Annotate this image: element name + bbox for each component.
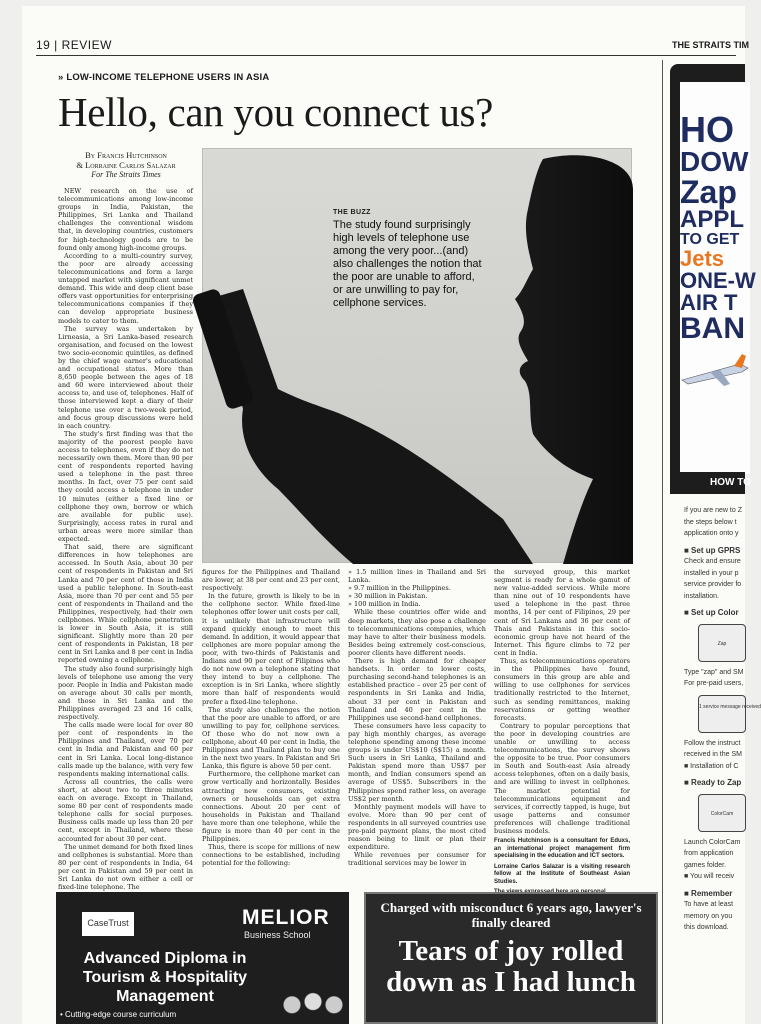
advert-line: DOW <box>680 146 749 177</box>
advert-headline: Tears of joy rolled down as I had lunch <box>386 935 636 998</box>
instruction-text: from application <box>684 850 734 857</box>
instruction-text: For pre-paid users, <box>684 680 744 687</box>
sidebar-advert[interactable] <box>670 64 756 484</box>
advert-line: HO <box>680 109 734 150</box>
paragraph: The study's first finding was that the majority of the poorest people have access to telephones, even if they do not necessarily own them. More than 90 per cent of respondents reported having used a telephone in the past three months. In fact, over 75 per cent said they could access a telephone in under 10 minutes (either a fixed line or cellphone they own, borrow or which are available for public use). Surprisingly, access rates in rural and urban areas were more similar than expected. <box>58 429 193 544</box>
instruction-text: Follow the instruct <box>684 739 741 747</box>
bullet-item: » 9.7 million in the Philippines. <box>348 584 451 593</box>
instruction-text: Type "zap" and SM <box>684 668 744 676</box>
how-to-bar: HOW TO <box>670 472 745 494</box>
author-bio-2: Lorraine Carlos Salazar is a visiting research fellow at the Institute of Southeast Asian Studies. <box>494 863 630 885</box>
instruction-text: this download. <box>684 924 729 931</box>
instruction-text: ■ Installation of C <box>684 762 739 770</box>
instruction-text: service provider fo <box>684 581 742 588</box>
curriculum-bullet: • Cutting-edge course curriculum <box>60 1010 177 1019</box>
paragraph: Furthermore, the cellphone market can grow vertically and horizontally. Besides attracting new consumers, existing owners or households can get extra connections. About 20 per cent of households in Pakistan and Thailand have more than one telephone, while the figure is more than 40 per cent in the Philippines. <box>202 770 340 844</box>
instruction-text: Launch ColorCam <box>684 838 741 846</box>
advert-line: AIR T <box>680 290 738 315</box>
advert-line: Jets <box>680 246 725 271</box>
article-kicker: » LOW-INCOME TELEPHONE USERS IN ASIA <box>58 72 270 83</box>
sidebar-advert-panel <box>680 82 756 474</box>
instruction-text: installation. <box>684 592 720 600</box>
advert-line: TO GET <box>680 231 740 248</box>
paragraph: NEW research on the use of telecommunications among low-income groups in India, Pakistan, the Philippines, Sri Lanka and Thailand challenges the conventional wisdom that, in developing countries, customers for high-technology goods are to be found only among high-income groups. <box>58 187 193 252</box>
pull-quote-label: THE BUZZ <box>333 209 371 216</box>
paragraph: While these countries offer wide and deep markets, they also pose a challenge to telecommunications companies, which may have to alter their business models. Besides being extremely cost-conscious, poorer clients have different needs. <box>348 608 486 657</box>
casetrust-logo: CaseTrust <box>82 912 134 936</box>
paragraph: Contrary to popular perceptions that the poor in developing countries are unable or unwilling to access telecommunications, the survey shows the opposite to be true. Poor consumers in South and South-east Asia already access telephones, often on a daily basis, and are willing to invest in cellphones. The market potential for telecommunications equipment and services, if correctly tapped, is huge, but usage patterns and consumer preferences will challenge traditional business models. <box>494 721 630 835</box>
byline-author-2: & Lorraine Carlos Salazar <box>76 160 176 170</box>
paragraph: The unmet demand for both fixed lines and cellphones is substantial. More than 80 per cent of respondents in India, 64 per cent in Pakistan and 59 per cent in Sri Lanka do not own either a cell or fixed-line telephone. The <box>58 842 193 892</box>
paragraph: The calls made were local for over 80 per cent of respondents in the Philippines and Thailand, over 70 per cent in India and Pakistan and 60 per cent in Sri Lanka. Local long-distance calls made up the balance, with very few respondents making international calls. <box>58 721 193 778</box>
bullet-item: » 30 million in Pakistan. <box>348 592 428 601</box>
paragraph: Across all countries, the calls were short, at about two to three minutes each on average. Except in Thailand, some 80 per cent of respondents made telephone calls for social purposes. Business calls made up less than 20 per cent, except in Thailand, where these accounted for about 30 per cent. <box>58 777 193 843</box>
paragraph: The study also found surprisingly high levels of telephone use among the very poor. People in India and Pakistan made on average about 30 calls per month, and those in Sri Lanka and the Philippines averaged 23 and 16 calls, respectively. <box>58 664 193 722</box>
paragraph: While revenues per consumer for traditional services may be lower in <box>348 851 486 868</box>
instruction-text: games folder. <box>684 861 727 869</box>
paragraph: The survey was undertaken by Lirneasia, a Sri Lanka-based research organisation, and focused on the lowest two socio-economic quintiles, as defined by the chief wage earner's educational and occupational status. More than 8,650 people between the ages of 18 and 60 were interviewed about their access to, and use of, telephones. Half of those interviewed kept a diary of their telephone use over a two-week period, and focus group discussions were held in each country. <box>58 324 193 430</box>
diploma-title: Advanced Diploma in Tourism & Hospitality Management <box>82 950 248 1005</box>
byline-author-1: By Francis Hutchinson <box>85 150 167 160</box>
instruction-text: application onto y <box>684 530 739 537</box>
advert-subhead: Charged with misconduct 6 years ago, lawyer's finally cleared <box>380 900 642 930</box>
airplane-icon <box>680 350 750 390</box>
bullet-item: » 100 million in India. <box>348 600 421 609</box>
article-column-1 <box>58 187 193 892</box>
article-column-4 <box>494 568 630 885</box>
business-school-label: Business School <box>244 930 311 940</box>
students-photo <box>278 992 348 1024</box>
how-to-steps <box>684 505 761 1024</box>
pull-quote-text: The study found surprisingly high levels of telephone use among the very poor...(and) also challenges the notion that the poor are unable to afford, or are unwilling to pay for, cellphone services. <box>333 219 482 309</box>
paragraph: Thus, there is scope for millions of new connections to be established, including potential for the following: <box>202 843 340 868</box>
paragraph: the surveyed group, this market segment is ready for a whole gamut of new value-added services. While more than nine out of 10 respondents have used a telephone in the past three months, 14 per cent of Filipinos, 29 per cent of Sri Lankans and 36 per cent of Thais and Pakistanis in this socio-economic group have not heard of the Internet. This figure climbs to 72 per cent in India. <box>494 568 630 657</box>
column-divider <box>662 60 663 1024</box>
advert-line: Zap <box>680 174 737 210</box>
instruction-text: If you are new to Z <box>684 507 742 514</box>
pull-quote <box>333 209 483 310</box>
page-folio: 19 | REVIEW <box>36 38 112 52</box>
instruction-text: memory on you <box>684 912 733 920</box>
page-header <box>36 36 749 56</box>
phone-screen-icon: Zap <box>698 624 746 662</box>
paragraph: Monthly payment models will have to evolve. More than 90 per cent of respondents in all surveyed countries use pre-paid payment plans, the most cited reason being to limit or plan their expenditure. <box>348 802 486 852</box>
paragraph: In the future, growth is likely to be in the cellphone sector. While fixed-line telephones offer lower unit costs per call, it is unlikely that infrastructure will expand quickly enough to meet this demand. In addition, it would appear that cellphones are more popular among the poor, with two-thirds of Pakistanis and Indians and 90 per cent of Filipinos who do not now own a telephone stating that they intend to buy a cellphone. The exception is in Sri Lanka, where slightly more than half of respondents would prefer a fixed-line telephone. <box>202 592 340 706</box>
author-bio-1: Francis Hutchinson is a consultant for Eduxs, an international project management firm specialising in the education and ICT sectors. <box>494 838 630 860</box>
tears-advert[interactable] <box>364 892 658 1024</box>
paragraph: figures for the Philippines and Thailand are lower, at 38 per cent and 23 per cent, respectively. <box>202 568 340 593</box>
byline <box>58 150 194 180</box>
phone-screen-icon: 1 service message received <box>698 695 746 733</box>
article-headline: Hello, can you connect us? <box>58 89 494 135</box>
article-photo <box>202 148 632 563</box>
phone-screen-icon: ColorCam <box>698 794 746 832</box>
advert-line: BAN <box>680 312 745 345</box>
advert-line: ONE-W <box>680 268 756 293</box>
step-heading: ■ Set up Color <box>684 608 739 617</box>
paragraph: According to a multi-country survey, the poor are already accessing telecommunications and form a large untapped market with significant unmet demand. This wide and deep client base offers vast opportunities for enterprising telecommunications companies if they can develop appropriate business models to cater to them. <box>58 251 193 325</box>
step-heading: ■ Ready to Zap <box>684 778 742 787</box>
melior-logo: MELIOR <box>242 906 330 929</box>
advert-line: APPL <box>680 206 745 233</box>
paragraph: That said, there are significant differences in how telephones are accessed. In South Asia, about 30 per cent of respondents in Pakistan and Sri Lanka and 70 per cent of those in India used a public telephone. In South-east Asia, more than 70 per cent and 55 per cent of respondents in Thailand and the Philippines, respectively, had their own cellphones. While cellphone penetration is lower in South Asia, it is still significant. Slightly more than 20 per cent of respondents in Pakistan, 18 per cent in Sri Lanka and 8 per cent in India reported owning a cellphone. <box>58 543 193 665</box>
paragraph: Thus, as telecommunications operators in the Philippines have found, consumers in this group are able and willing to use cellphones for services traditionally restricted to the Internet, such as sending remittances, making reservations or getting weather forecasts. <box>494 657 630 722</box>
byline-source: For The Straits Times <box>91 170 161 179</box>
bullet-item: » 1.5 million lines in Thailand and Sri Lanka. <box>348 568 486 585</box>
article-column-3 <box>348 568 486 878</box>
paragraph: There is high demand for cheaper handsets. In order to lower costs, purchasing second-hand telephones is an established practice – over 25 per cent of respondents in Sri Lanka and India, about 33 per cent in Pakistan and Thailand and 40 per cent in the Philippines use second-hand cellphones. <box>348 657 486 722</box>
article-column-2 <box>202 568 340 878</box>
instruction-text: Check and ensure <box>684 558 741 565</box>
instruction-text: ■ You will receiv <box>684 873 735 880</box>
step-heading: ■ Remember <box>684 888 733 898</box>
melior-advert[interactable] <box>56 892 349 1024</box>
instruction-text: To have at least <box>684 901 734 908</box>
instruction-text: the steps below t <box>684 518 737 526</box>
instruction-text: received in the SM <box>684 751 742 758</box>
masthead: THE STRAITS TIM <box>672 40 749 50</box>
paragraph: These consumers have less capacity to pay high monthly charges, as average telephone spending among these income groups is under US$10 (S$15) a month. Such users in Sri Lanka, Thailand and Pakistan spend more than US$7 per month, and Indian consumers spend an average of US$5. Subscribers in the Philippines spend rather less, on average US$2 per month. <box>348 721 486 803</box>
paragraph: The study also challenges the notion that the poor are unable to afford, or are unwilling to pay for, cellphone services. Of those who do not now own a cellphone, about 40 per cent in India, the Philippines and Thailand plan to buy one in the next two years. In Pakistan and Sri Lanka, this figure is above 50 per cent. <box>202 705 340 771</box>
instruction-text: installed in your p <box>684 569 739 577</box>
step-heading: ■ Set up GPRS <box>684 545 741 555</box>
